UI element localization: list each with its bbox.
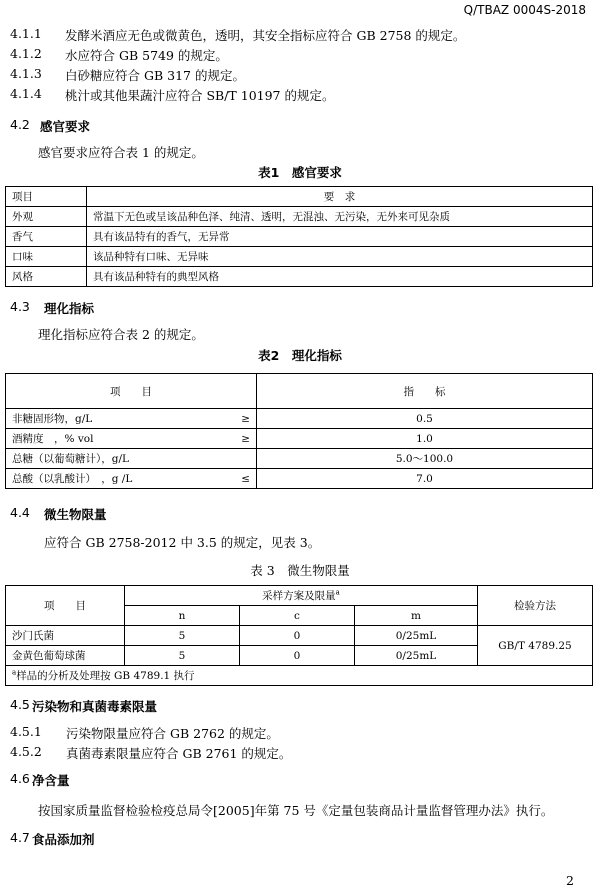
section-4-4-title: 微生物限量 <box>44 507 107 522</box>
section-4-7-num: 4.7 <box>10 830 30 845</box>
table1-head-item: 项目 <box>6 187 87 207</box>
table-header-row <box>6 187 593 207</box>
table3-caption: 表 3 微生物限量 <box>250 563 350 578</box>
table2-head-item: 项 目 <box>6 374 257 409</box>
table3-m: 0/25mL <box>355 626 478 646</box>
table1-cell: 该品种特有口味、无异味 <box>87 247 593 267</box>
section-4-3-title: 理化指标 <box>44 301 95 316</box>
clause-4-1-2-text: 水应符合 GB 5749 的规定。 <box>65 48 228 63</box>
table-row <box>6 469 593 489</box>
table3-n: 5 <box>125 646 240 666</box>
section-4-5-title: 污染物和真菌毒素限量 <box>32 699 158 714</box>
table1-caption: 表1 感官要求 <box>258 165 342 180</box>
table3-c: 0 <box>240 626 355 646</box>
clause-4-5-1-num: 4.5.1 <box>10 724 42 739</box>
clause-4-1-3-num: 4.1.3 <box>10 66 42 81</box>
table1-cell: 常温下无色或呈该品种色泽、纯清、透明，无混浊、无污染，无外来可见杂质 <box>87 207 593 227</box>
section-4-3-num: 4.3 <box>10 299 30 314</box>
table2-op: ≥ <box>208 429 257 449</box>
table2-op <box>208 449 257 469</box>
table3-head-n: n <box>125 606 240 626</box>
table1 <box>5 186 593 287</box>
table1-cell: 口味 <box>6 247 87 267</box>
page-number: 2 <box>566 873 574 888</box>
clause-4-1-2-num: 4.1.2 <box>10 46 42 61</box>
clause-4-5-1-text: 污染物限量应符合 GB 2762 的规定。 <box>66 726 279 741</box>
table-row <box>6 429 593 449</box>
clause-4-1-3-text: 白砂糖应符合 GB 317 的规定。 <box>65 68 245 83</box>
table3-head-c: c <box>240 606 355 626</box>
table1-cell: 具有该品特有的香气，无异常 <box>87 227 593 247</box>
section-4-7-title: 食品添加剂 <box>32 832 95 847</box>
table-footnote-row <box>6 666 593 686</box>
table2-value: 5.0～100.0 <box>257 449 593 469</box>
table2-name: 酒精度 ，% vol <box>6 429 209 449</box>
table2-head-value: 指 标 <box>257 374 593 409</box>
table3-method: GB/T 4789.25 <box>478 626 593 666</box>
table-row <box>6 626 593 646</box>
section-4-6-text: 按国家质量监督检验检疫总局令[2005]年第 75 号《定量包装商品计量监督管理办法》执行。 <box>38 803 554 818</box>
table2-caption: 表2 理化指标 <box>258 348 342 363</box>
table3-head-plan: 采样方案及限量$^a$ <box>125 586 478 606</box>
section-4-6-title: 净含量 <box>32 773 70 788</box>
section-4-2-intro: 感官要求应符合表 1 的规定。 <box>38 145 204 160</box>
table3 <box>5 585 593 686</box>
table3-n: 5 <box>125 626 240 646</box>
table2-op: ≥ <box>208 409 257 429</box>
table2-value: 7.0 <box>257 469 593 489</box>
table-header-row <box>6 586 593 606</box>
section-4-4-num: 4.4 <box>10 505 30 520</box>
clause-4-5-2-num: 4.5.2 <box>10 744 42 759</box>
table-row <box>6 267 593 287</box>
table3-head-m: m <box>355 606 478 626</box>
table1-cell: 风格 <box>6 267 87 287</box>
clause-4-1-4-text: 桃汁或其他果蔬汁应符合 SB/T 10197 的规定。 <box>65 88 335 103</box>
table2-name: 非糖固形物，g/L <box>6 409 209 429</box>
table1-cell: 具有该品种特有的典型风格 <box>87 267 593 287</box>
table-row <box>6 227 593 247</box>
table1-head-req: 要 求 <box>87 187 593 207</box>
section-4-5-num: 4.5 <box>10 697 30 712</box>
table-header-row <box>6 374 593 409</box>
table2-value: 1.0 <box>257 429 593 449</box>
table3-head-item: 项 目 <box>6 586 125 626</box>
table1-cell: 外观 <box>6 207 87 227</box>
table3-head-method: 检验方法 <box>478 586 593 626</box>
clause-4-5-2-text: 真菌毒素限量应符合 GB 2761 的规定。 <box>66 746 292 761</box>
table2-value: 0.5 <box>257 409 593 429</box>
clause-4-1-4-num: 4.1.4 <box>10 86 42 101</box>
table1-cell: 香气 <box>6 227 87 247</box>
table3-name: 沙门氏菌 <box>6 626 125 646</box>
section-4-4-intro: 应符合 GB 2758-2012 中 3.5 的规定，见表 3。 <box>44 535 321 550</box>
clause-4-1-1-num: 4.1.1 <box>10 26 42 41</box>
section-4-2-num: 4.2 <box>10 117 30 132</box>
table3-plan-footnote-mark: a <box>335 588 340 597</box>
table-row <box>6 207 593 227</box>
table2 <box>5 373 593 489</box>
section-4-6-num: 4.6 <box>10 771 30 786</box>
section-4-3-intro: 理化指标应符合表 2 的规定。 <box>38 327 204 342</box>
table-row <box>6 449 593 469</box>
table3-name: 金黄色葡萄球菌 <box>6 646 125 666</box>
table3-footnote-mark: a <box>12 668 17 677</box>
table-row <box>6 247 593 267</box>
table2-name: 总糖（以葡萄糖计），g/L <box>6 449 209 469</box>
table3-footnote: $^a$样品的分析及处理按 GB 4789.1 执行 <box>6 666 593 686</box>
section-4-2-title: 感官要求 <box>40 119 91 134</box>
table2-op: ≤ <box>208 469 257 489</box>
clause-4-1-1-text: 发酵米酒应无色或微黄色，透明，其安全指标应符合 GB 2758 的规定。 <box>65 28 466 43</box>
table-row <box>6 409 593 429</box>
table2-name: 总酸（以乳酸计） ，g /L <box>6 469 209 489</box>
table3-m: 0/25mL <box>355 646 478 666</box>
doc-code: Q/TBAZ 0004S-2018 <box>463 3 586 17</box>
table3-c: 0 <box>240 646 355 666</box>
